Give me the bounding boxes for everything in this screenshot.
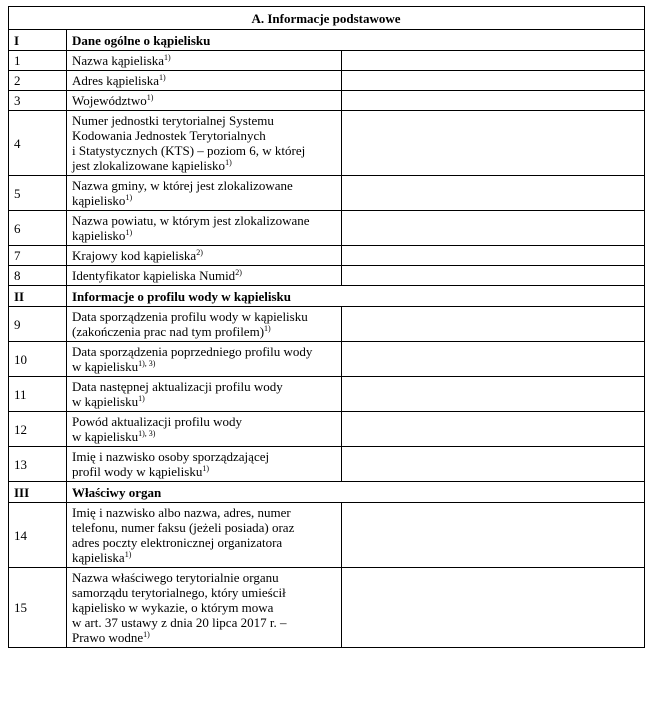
footnote-ref: 1) (159, 73, 166, 82)
row-number: 12 (9, 412, 67, 447)
row-label: Adres kąpieliska (72, 73, 160, 88)
table-row (9, 503, 645, 568)
table-row (9, 111, 645, 176)
row-label-cell (67, 377, 342, 412)
table-title: A. Informacje podstawowe (9, 7, 645, 30)
table-row (9, 176, 645, 211)
value-field[interactable] (342, 266, 645, 286)
value-field[interactable] (342, 412, 645, 447)
value-field[interactable] (342, 51, 645, 71)
footnote-ref: 1) (124, 550, 132, 559)
value-field[interactable] (342, 377, 645, 412)
row-number: 8 (9, 266, 67, 286)
footnote-ref: 1) (125, 193, 133, 202)
basic-information-table (8, 6, 645, 648)
row-label: Identyfikator kąpieliska Numid (72, 268, 236, 283)
row-label: Data sporządzenia poprzedniego profilu wody w kąpielisku (72, 344, 313, 374)
row-label: Numer jednostki terytorialnej Systemu Kodowania Jednostek Terytorialnych i Statystycznych (KTS) – poziom 6, w której jest zlokalizowane kąpielisko (72, 113, 306, 173)
footnote-ref: 2) (196, 248, 203, 257)
row-number: 7 (9, 246, 67, 266)
row-label: Województwo (72, 93, 147, 108)
row-label: Nazwa właściwego terytorialnie organu samorządu terytorialnego, który umieścił kąpielisko w wykazie, o którym mowa w art. 37 ustawy z dnia 20 lipca 2017 r. – Prawo wodne (72, 570, 287, 645)
section-title: Informacje o profilu wody w kąpielisku (67, 286, 645, 307)
value-field[interactable] (342, 111, 645, 176)
value-field[interactable] (342, 176, 645, 211)
row-label-cell (67, 307, 342, 342)
table-row (9, 51, 645, 71)
row-label-cell (67, 91, 342, 111)
row-label: Imię i nazwisko osoby sporządzającej profil wody w kąpielisku (72, 449, 270, 479)
value-field[interactable] (342, 503, 645, 568)
row-number: 6 (9, 211, 67, 246)
table-row (9, 412, 645, 447)
row-label: Krajowy kod kąpieliska (72, 248, 197, 263)
section-number: II (9, 286, 67, 307)
section-title: Właściwy organ (67, 482, 645, 503)
table-row (9, 568, 645, 648)
row-number: 13 (9, 447, 67, 482)
row-number: 10 (9, 342, 67, 377)
row-label: Nazwa kąpieliska (72, 53, 165, 68)
row-label-cell (67, 447, 342, 482)
table-row (9, 447, 645, 482)
value-field[interactable] (342, 211, 645, 246)
row-label: Data sporządzenia profilu wody w kąpielisku (zakończenia prac nad tym profilem) (72, 309, 308, 339)
row-label-cell (67, 51, 342, 71)
row-label-cell (67, 266, 342, 286)
value-field[interactable] (342, 246, 645, 266)
table-title-row (9, 7, 645, 30)
row-number: 1 (9, 51, 67, 71)
row-label: Data następnej aktualizacji profilu wody w kąpielisku (72, 379, 283, 409)
row-label: Nazwa gminy, w której jest zlokalizowane kąpielisko (72, 178, 293, 208)
value-field[interactable] (342, 447, 645, 482)
row-label-cell (67, 111, 342, 176)
row-label-cell (67, 568, 342, 648)
row-label-cell (67, 71, 342, 91)
section-row (9, 286, 645, 307)
section-number: III (9, 482, 67, 503)
value-field[interactable] (342, 307, 645, 342)
row-label-cell (67, 503, 342, 568)
row-number: 11 (9, 377, 67, 412)
row-label-cell (67, 211, 342, 246)
footnote-ref: 1) (146, 93, 154, 102)
row-number: 2 (9, 71, 67, 91)
table-row (9, 211, 645, 246)
footnote-ref: 1) (264, 324, 271, 333)
row-number: 4 (9, 111, 67, 176)
row-label-cell (67, 342, 342, 377)
value-field[interactable] (342, 342, 645, 377)
row-label-cell (67, 412, 342, 447)
footnote-ref: 1) (225, 158, 232, 167)
section-row (9, 482, 645, 503)
row-label-cell (67, 246, 342, 266)
footnote-ref: 2) (235, 268, 242, 277)
section-number: I (9, 30, 67, 51)
value-field[interactable] (342, 71, 645, 91)
section-row (9, 30, 645, 51)
row-number: 15 (9, 568, 67, 648)
row-number: 3 (9, 91, 67, 111)
footnote-ref: 1) (202, 464, 210, 473)
table-row (9, 246, 645, 266)
table-row (9, 377, 645, 412)
footnote-ref: 1), 3) (138, 359, 156, 368)
row-label: Powód aktualizacji profilu wody w kąpielisku (72, 414, 243, 444)
table-row (9, 91, 645, 111)
row-number: 14 (9, 503, 67, 568)
table-row (9, 71, 645, 91)
footnote-ref: 1), 3) (138, 429, 156, 438)
row-label-cell (67, 176, 342, 211)
value-field[interactable] (342, 91, 645, 111)
table-row (9, 342, 645, 377)
section-title: Dane ogólne o kąpielisku (67, 30, 645, 51)
table-row (9, 266, 645, 286)
row-label: Imię i nazwisko albo nazwa, adres, numer telefonu, numer faksu (jeżeli posiada) oraz adres poczty elektronicznej organizatora kąpieliska (72, 505, 295, 565)
footnote-ref: 1) (138, 394, 145, 403)
footnote-ref: 1) (143, 630, 150, 639)
footnote-ref: 1) (125, 228, 133, 237)
footnote-ref: 1) (164, 53, 171, 62)
table-row (9, 307, 645, 342)
value-field[interactable] (342, 568, 645, 648)
row-number: 5 (9, 176, 67, 211)
row-label: Nazwa powiatu, w którym jest zlokalizowane kąpielisko (72, 213, 310, 243)
row-number: 9 (9, 307, 67, 342)
